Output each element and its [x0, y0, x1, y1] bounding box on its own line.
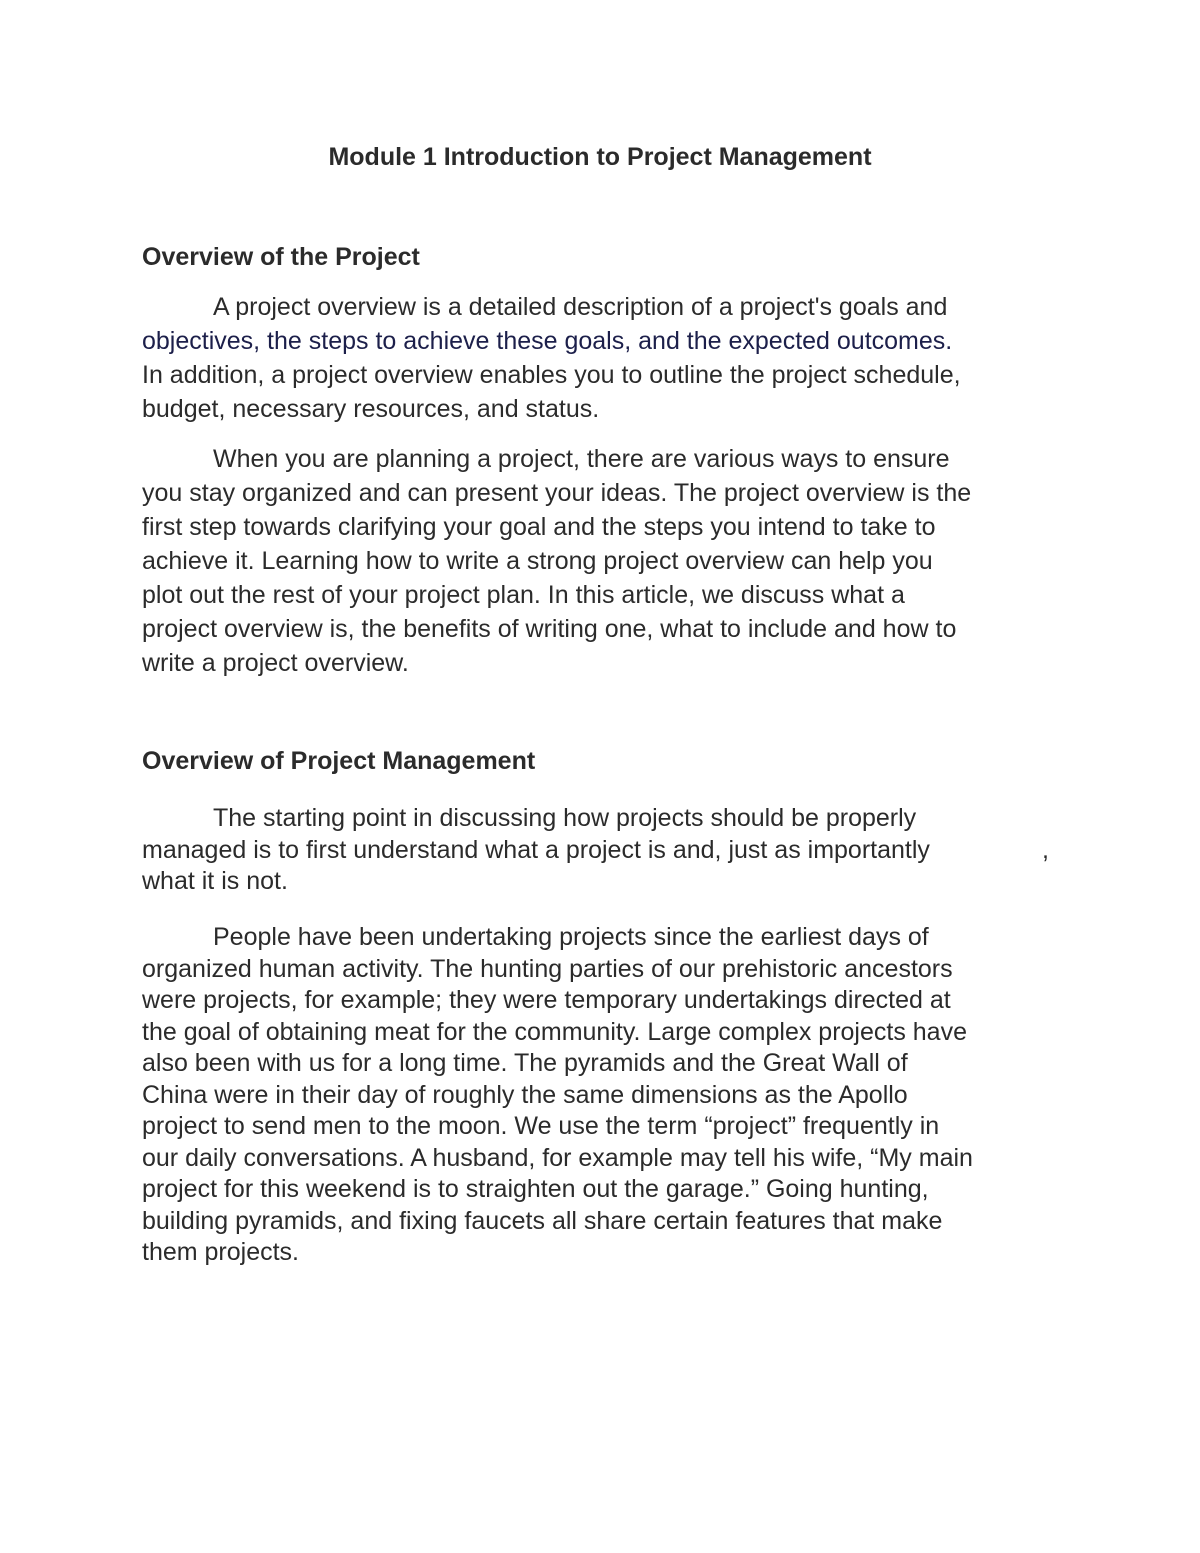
paragraph-line: organized human activity. The hunting parties of our prehistoric ancestors — [142, 954, 953, 983]
paragraph-line: also been with us for a long time. The pyramids and the Great Wall of — [142, 1049, 908, 1077]
document-title: Module 1 Introduction to Project Management — [328, 143, 872, 171]
paragraph-line: write a project overview. — [142, 649, 409, 677]
paragraph-line: budget, necessary resources, and status. — [142, 395, 600, 423]
paragraph-line: were projects, for example; they were temporary undertakings directed at — [142, 986, 951, 1014]
paragraph-line: you stay organized and can present your ideas. The project overview is the — [142, 479, 972, 507]
paragraph-project-overview-definition — [142, 290, 1062, 426]
paragraph-line: China were in their day of roughly the same dimensions as the Apollo — [142, 1080, 908, 1109]
paragraph-line: our daily conversations. A husband, for example may tell his wife, “My main — [142, 1143, 973, 1172]
paragraph-line: People have been undertaking projects since the earliest days of — [213, 923, 929, 951]
paragraph-line — [142, 835, 1062, 867]
section-heading-overview-of-project: Overview of the Project — [142, 243, 420, 271]
section-heading-overview-of-project-management: Overview of Project Management — [142, 747, 536, 775]
paragraph-line: achieve it. Learning how to write a strong project overview can help you — [142, 547, 933, 575]
text-run: A project overview is a detailed description of a project's goals and — [213, 293, 948, 321]
paragraph-starting-point — [142, 803, 1062, 898]
paragraph-line: them projects. — [142, 1238, 300, 1266]
paragraph-history-of-projects — [142, 922, 1062, 1269]
paragraph-line: what it is not. — [142, 867, 288, 895]
text-run: managed is to first understand what a project is and, just as importantly — [142, 835, 930, 864]
paragraph-line: The starting point in discussing how projects should be properly — [213, 804, 917, 832]
paragraph-line: the goal of obtaining meat for the community. Large complex projects have — [142, 1017, 967, 1046]
paragraph-line: When you are planning a project, there are various ways to ensure — [213, 445, 950, 473]
paragraph-planning-a-project — [142, 442, 1062, 680]
paragraph-line: project for this weekend is to straighten out the garage.” Going hunting, — [142, 1175, 929, 1203]
paragraph-line: first step towards clarifying your goal and the steps you intend to take to — [142, 513, 936, 541]
paragraph-line: In addition, a project overview enables you to outline the project schedule, — [142, 361, 961, 389]
paragraph-line: project to send men to the moon. We use the term “project” frequently in — [142, 1112, 940, 1140]
paragraph-line: project overview is, the benefits of writing one, what to include and how to — [142, 615, 957, 643]
paragraph-line — [142, 290, 1062, 324]
paragraph-line: plot out the rest of your project plan. In this article, we discuss what a — [142, 581, 905, 609]
paragraph-line: building pyramids, and fixing faucets all share certain features that make — [142, 1206, 943, 1235]
stray-comma: , — [1042, 835, 1049, 864]
paragraph-line: objectives, the steps to achieve these goals, and the expected outcomes. — [142, 327, 953, 355]
